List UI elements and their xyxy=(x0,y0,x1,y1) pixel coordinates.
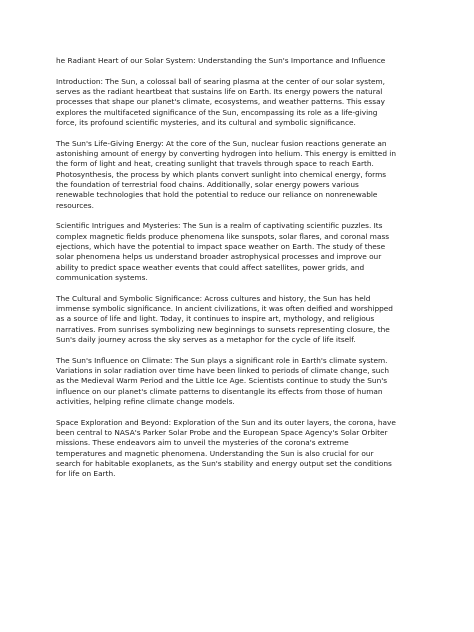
paragraph-introduction: Introduction: The Sun, a colossal ball of searing plasma at the center of our solar system, serves as the radiant heartbeat that sustains life on Earth. Its energy powers the natural processes that shape our planet's climate, ecosystems, and weather patterns. This essay explores the multifaceted significance of the Sun, encompassing its role as a life-giving force, its profound scientific mysteries, and its cultural and symbolic significance. xyxy=(56,76,385,128)
paragraph-climate-influence: The Sun's Influence on Climate: The Sun plays a significant role in Earth's climate system. Variations in solar radiation over time have been linked to periods of climate change, such as the Medieval Warm Period and the Little Ice Age. Scientists continue to study the Sun's influence on our planet's climate patterns to disentangle its effects from those of human activities, helping refine climate change models. xyxy=(56,355,390,407)
document-body xyxy=(56,56,396,490)
document-title: he Radiant Heart of our Solar System: Understanding the Sun's Importance and Influence xyxy=(56,56,386,65)
paragraph-life-giving-energy: The Sun's Life-Giving Energy: At the core of the Sun, nuclear fusion reactions generate an astonishing amount of energy by converting hydrogen into helium. This energy is emitted in the form of light and heat, creating sunlight that travels through space to reach Earth. Photosynthesis, the process by which plants convert sunlight into chemical energy, forms the foundation of terrestrial food chains. Additionally, solar energy powers various renewable technologies that hold the potential to reduce our reliance on nonrenewable resources. xyxy=(56,138,397,210)
paragraph-scientific-mysteries: Scientific Intrigues and Mysteries: The Sun is a realm of captivating scientific puzzles. Its complex magnetic fields produce phenomena like sunspots, solar flares, and coronal mass ejections, which have the potential to impact space weather on Earth. The study of these solar phenomena helps us understand broader astrophysical processes and improve our ability to predict space weather events that could affect satellites, power grids, and communication systems. xyxy=(56,221,390,283)
paragraph-space-exploration: Space Exploration and Beyond: Exploration of the Sun and its outer layers, the corona, have been central to NASA's Parker Solar Probe and the European Space Agency's Solar Orbiter missions. These endeavors aim to unveil the mysteries of the corona's extreme temperatures and magnetic phenomena. Understanding the Sun is also crucial for our search for habitable exoplanets, as the Sun's stability and energy output set the conditions for life on Earth. xyxy=(56,417,396,479)
paragraph-cultural-significance: The Cultural and Symbolic Significance: Across cultures and history, the Sun has held immense symbolic significance. In ancient civilizations, it was often deified and worshipped as a source of life and light. Today, it continues to inspire art, mythology, and religious narratives. From sunrises symbolizing new beginnings to sunsets representing closure, the Sun's daily journey across the sky serves as a metaphor for the cycle of life itself. xyxy=(56,293,393,345)
